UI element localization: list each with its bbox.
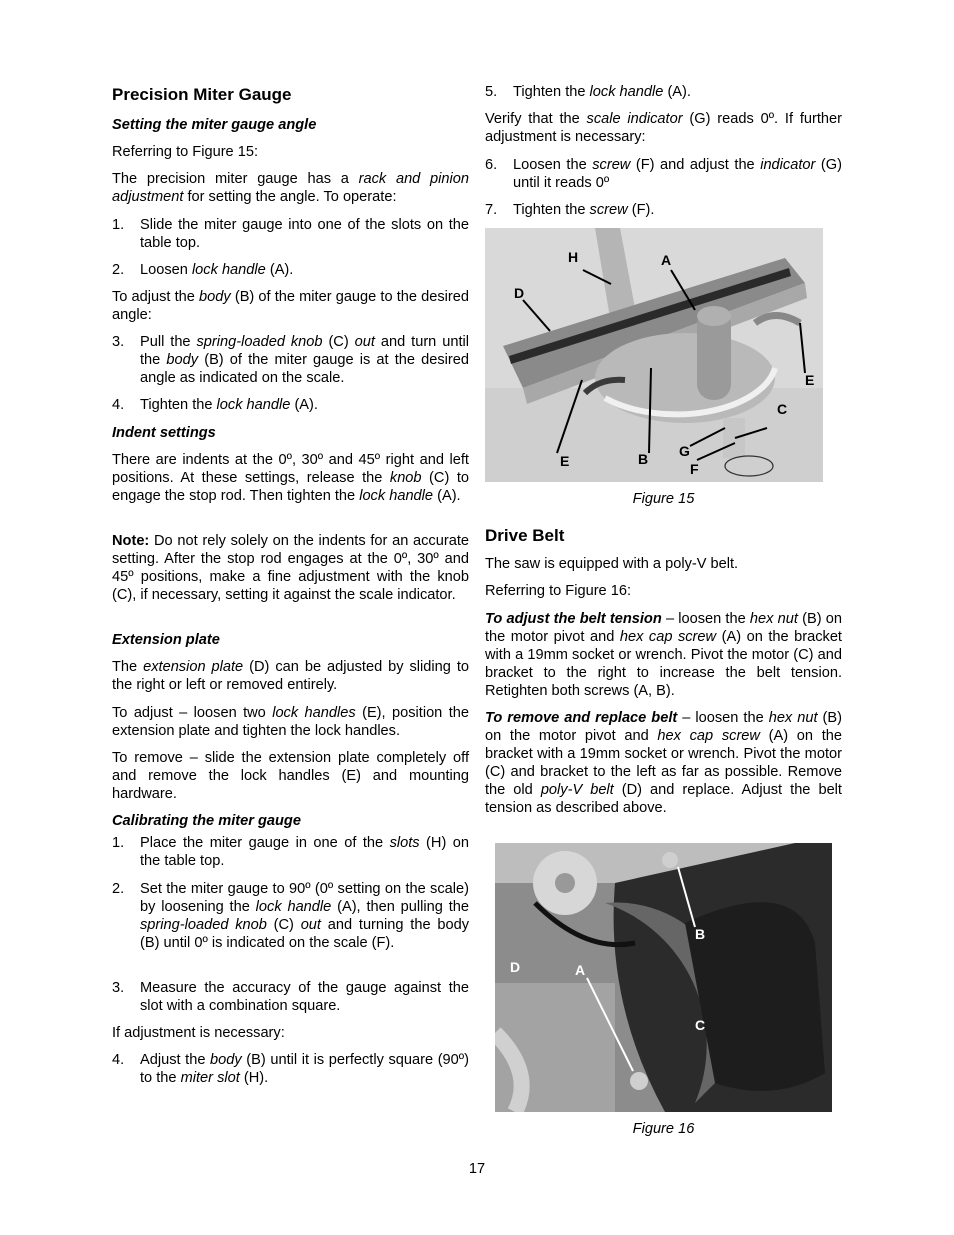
- verify-paragraph: Verify that the scale indicator (G) reads 0º. If further adjustment is necessary:: [485, 111, 842, 145]
- adjust-body-paragraph: To adjust the body (B) of the miter gauge to the desired angle:: [112, 289, 469, 323]
- if-adjust-text: If adjustment is necessary:: [112, 1025, 285, 1041]
- label-d: D: [510, 959, 521, 975]
- ref-figure16: Referring to Figure 16:: [485, 583, 632, 599]
- ref-figure15: Referring to Figure 15:: [112, 144, 259, 160]
- list-item: 2. Set the miter gauge to 90º (0º setting on the scale) by loosening the lock handle (A), then pulling the spring-loaded knob (C) out and turning the body (B) until 0º is indicated on the scale (F).: [112, 881, 470, 951]
- page-number: 17: [468, 1161, 486, 1177]
- intro-paragraph: The precision miter gauge has a rack and pinion adjustment for setting the angle. To operate:: [112, 171, 469, 205]
- list-item: 1. Slide the miter gauge into one of the slots on the table top.: [112, 217, 469, 251]
- list-item: 3. Measure the accuracy of the gauge against the slot with a combination square.: [112, 980, 469, 1014]
- replace-paragraph: To remove and replace belt – loosen the hex nut (B) on the motor pivot and hex cap screw (A) on the bracket with a 19mm socket or wrench. Pivot the motor (C) and bracket to the left as far as possible. Remove the old poly-V belt (D) and replace. Adjust the belt tension as described above.: [485, 710, 842, 816]
- list-item: 4. Tighten the lock handle (A).: [112, 397, 318, 413]
- figure-16-caption: Figure 16: [632, 1121, 695, 1137]
- indent-paragraph: There are indents at the 0º, 30º and 45º right and left positions. At these settings, release the knob (C) to engage the stop rod. Then tighten the lock handle (A).: [112, 452, 469, 504]
- tension-paragraph: To adjust the belt tension – loosen the hex nut (B) on the motor pivot and hex cap screw (A) on the bracket with a 19mm socket or wrench. Pivot the motor (C) and bracket to the right to increase the belt tension. Retighten both screws (A, B).: [485, 611, 843, 699]
- note-paragraph: Note: Do not rely solely on the indents for an accurate setting. After the stop rod engages at the 0º, 30º and 45º positions, make a fine adjustment with the knob (C), if necessary, setting it against the scale indicator.: [112, 533, 469, 603]
- label-h: H: [568, 249, 579, 265]
- label-b: B: [695, 926, 706, 942]
- label-c: C: [777, 401, 788, 417]
- subheading-indent: Indent settings: [112, 425, 216, 441]
- extension-adjust-paragraph: To adjust – loosen two lock handles (E), position the extension plate and tighten the lock handles.: [112, 705, 469, 739]
- list-item: 3. Pull the spring-loaded knob (C) out and turn until the body (B) of the miter gauge is at the desired angle as indicated on the scale.: [112, 334, 470, 386]
- label-g: G: [679, 443, 690, 459]
- label-e: E: [805, 372, 815, 388]
- label-a: A: [661, 252, 672, 268]
- list-item: 1. Place the miter gauge in one of the slots (H) on the table top.: [112, 835, 469, 869]
- subheading-extension: Extension plate: [112, 632, 220, 648]
- list-item: 5. Tighten the lock handle (A).: [485, 84, 691, 100]
- extension-paragraph: The extension plate (D) can be adjusted by sliding to the right or left or removed entirely.: [112, 659, 469, 693]
- label-c: C: [695, 1017, 706, 1033]
- list-item: 2. Loosen lock handle (A).: [112, 262, 294, 278]
- figure-15-image: [485, 228, 823, 482]
- label-a: A: [575, 962, 586, 978]
- list-item: 7. Tighten the screw (F).: [485, 202, 655, 218]
- drive-intro: The saw is equipped with a poly-V belt.: [485, 556, 739, 572]
- section-title-drive-belt: Drive Belt: [485, 526, 565, 545]
- extension-remove-paragraph: To remove – slide the extension plate completely off and remove the lock handles (E) and mounting hardware.: [112, 750, 469, 802]
- label-d: D: [514, 285, 525, 301]
- label-e: E: [560, 453, 570, 469]
- subheading-calibrate: Calibrating the miter gauge: [112, 813, 301, 829]
- list-item: 4. Adjust the body (B) until it is perfectly square (90º) to the miter slot (H).: [112, 1052, 469, 1086]
- subheading-setting-angle: Setting the miter gauge angle: [112, 117, 317, 133]
- list-item: 6. Loosen the screw (F) and adjust the indicator (G) until it reads 0º: [485, 157, 842, 191]
- figure-16-image: [495, 843, 832, 1112]
- label-f: F: [690, 461, 699, 477]
- figure-15-caption: Figure 15: [632, 491, 695, 507]
- section-title-miter-gauge: Precision Miter Gauge: [112, 85, 292, 104]
- label-b: B: [638, 451, 649, 467]
